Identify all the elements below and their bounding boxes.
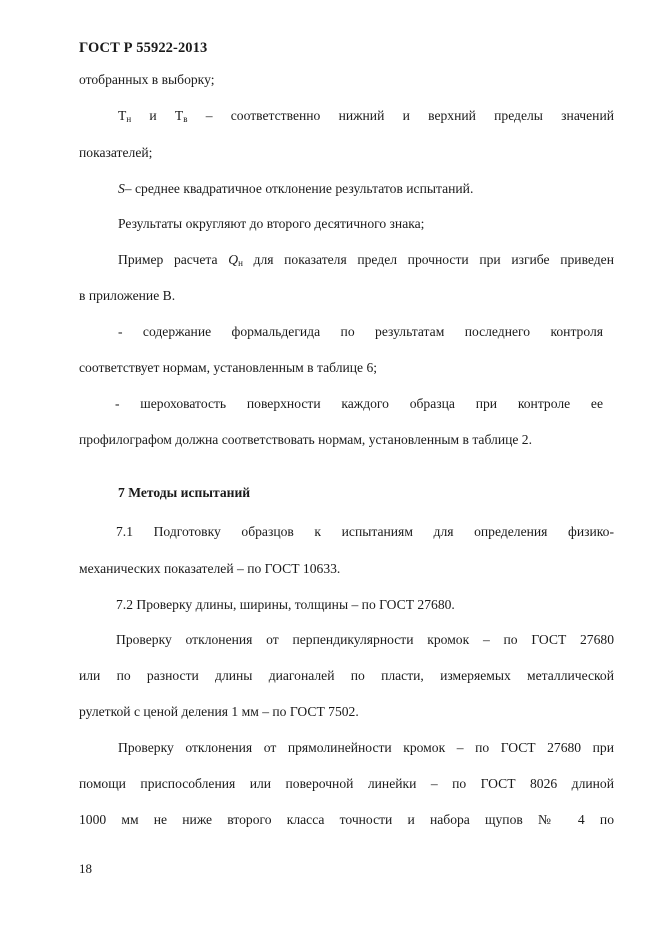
text-line-example: Пример расчета $Q_н$ для показателя предел прочности при изгибе приведен xyxy=(118,252,614,268)
text-line: в приложение В. xyxy=(79,288,176,303)
text-line: Проверку отклонения от перпендикулярности кромок – по ГОСТ 27680 xyxy=(116,632,614,647)
text-line: 7.1 Подготовку образцов к испытаниям для определения физико- xyxy=(116,524,614,539)
text-line-definition-s: S– среднее квадратичное отклонение результатов испытаний. xyxy=(118,181,474,196)
text-line: или по разности длины диагоналей по пласти, измеряемых металлической xyxy=(79,668,614,683)
text-line: помощи приспособления или поверочной линейки – по ГОСТ 8026 длиной xyxy=(79,776,614,791)
document-code-header: ГОСТ Р 55922-2013 xyxy=(79,40,208,56)
text-line: соответствует нормам, установленным в таблице 6; xyxy=(79,360,378,375)
text-line: 1000 мм не ниже второго класса точности и набора щупов № 4 по xyxy=(79,812,614,827)
text-line-list-item: - шероховатость поверхности каждого образца при контроле ее xyxy=(115,396,603,411)
text-line: Проверку отклонения от прямолинейности кромок – по ГОСТ 27680 при xyxy=(118,740,614,755)
text-line: механических показателей – по ГОСТ 10633. xyxy=(79,561,341,576)
text-line-definition-t: $Т_н$ и $Т_в$ – соответственно нижний и верхний пределы значений xyxy=(118,108,614,124)
text-line: отобранных в выборку; xyxy=(79,72,215,87)
section-title: 7 Методы испытаний xyxy=(118,485,251,500)
text-line: Результаты округляют до второго десятичного знака; xyxy=(118,216,425,231)
text-line: показателей; xyxy=(79,145,153,160)
text-line: 7.2 Проверку длины, ширины, толщины – по ГОСТ 27680. xyxy=(116,597,455,612)
text-line-list-item: - содержание формальдегида по результатам последнего контроля xyxy=(118,324,603,339)
page-number: 18 xyxy=(79,861,92,876)
text-line: профилографом должна соответствовать нормам, установленным в таблице 2. xyxy=(79,432,533,447)
text-line: рулеткой с ценой деления 1 мм – по ГОСТ 7502. xyxy=(79,704,359,719)
